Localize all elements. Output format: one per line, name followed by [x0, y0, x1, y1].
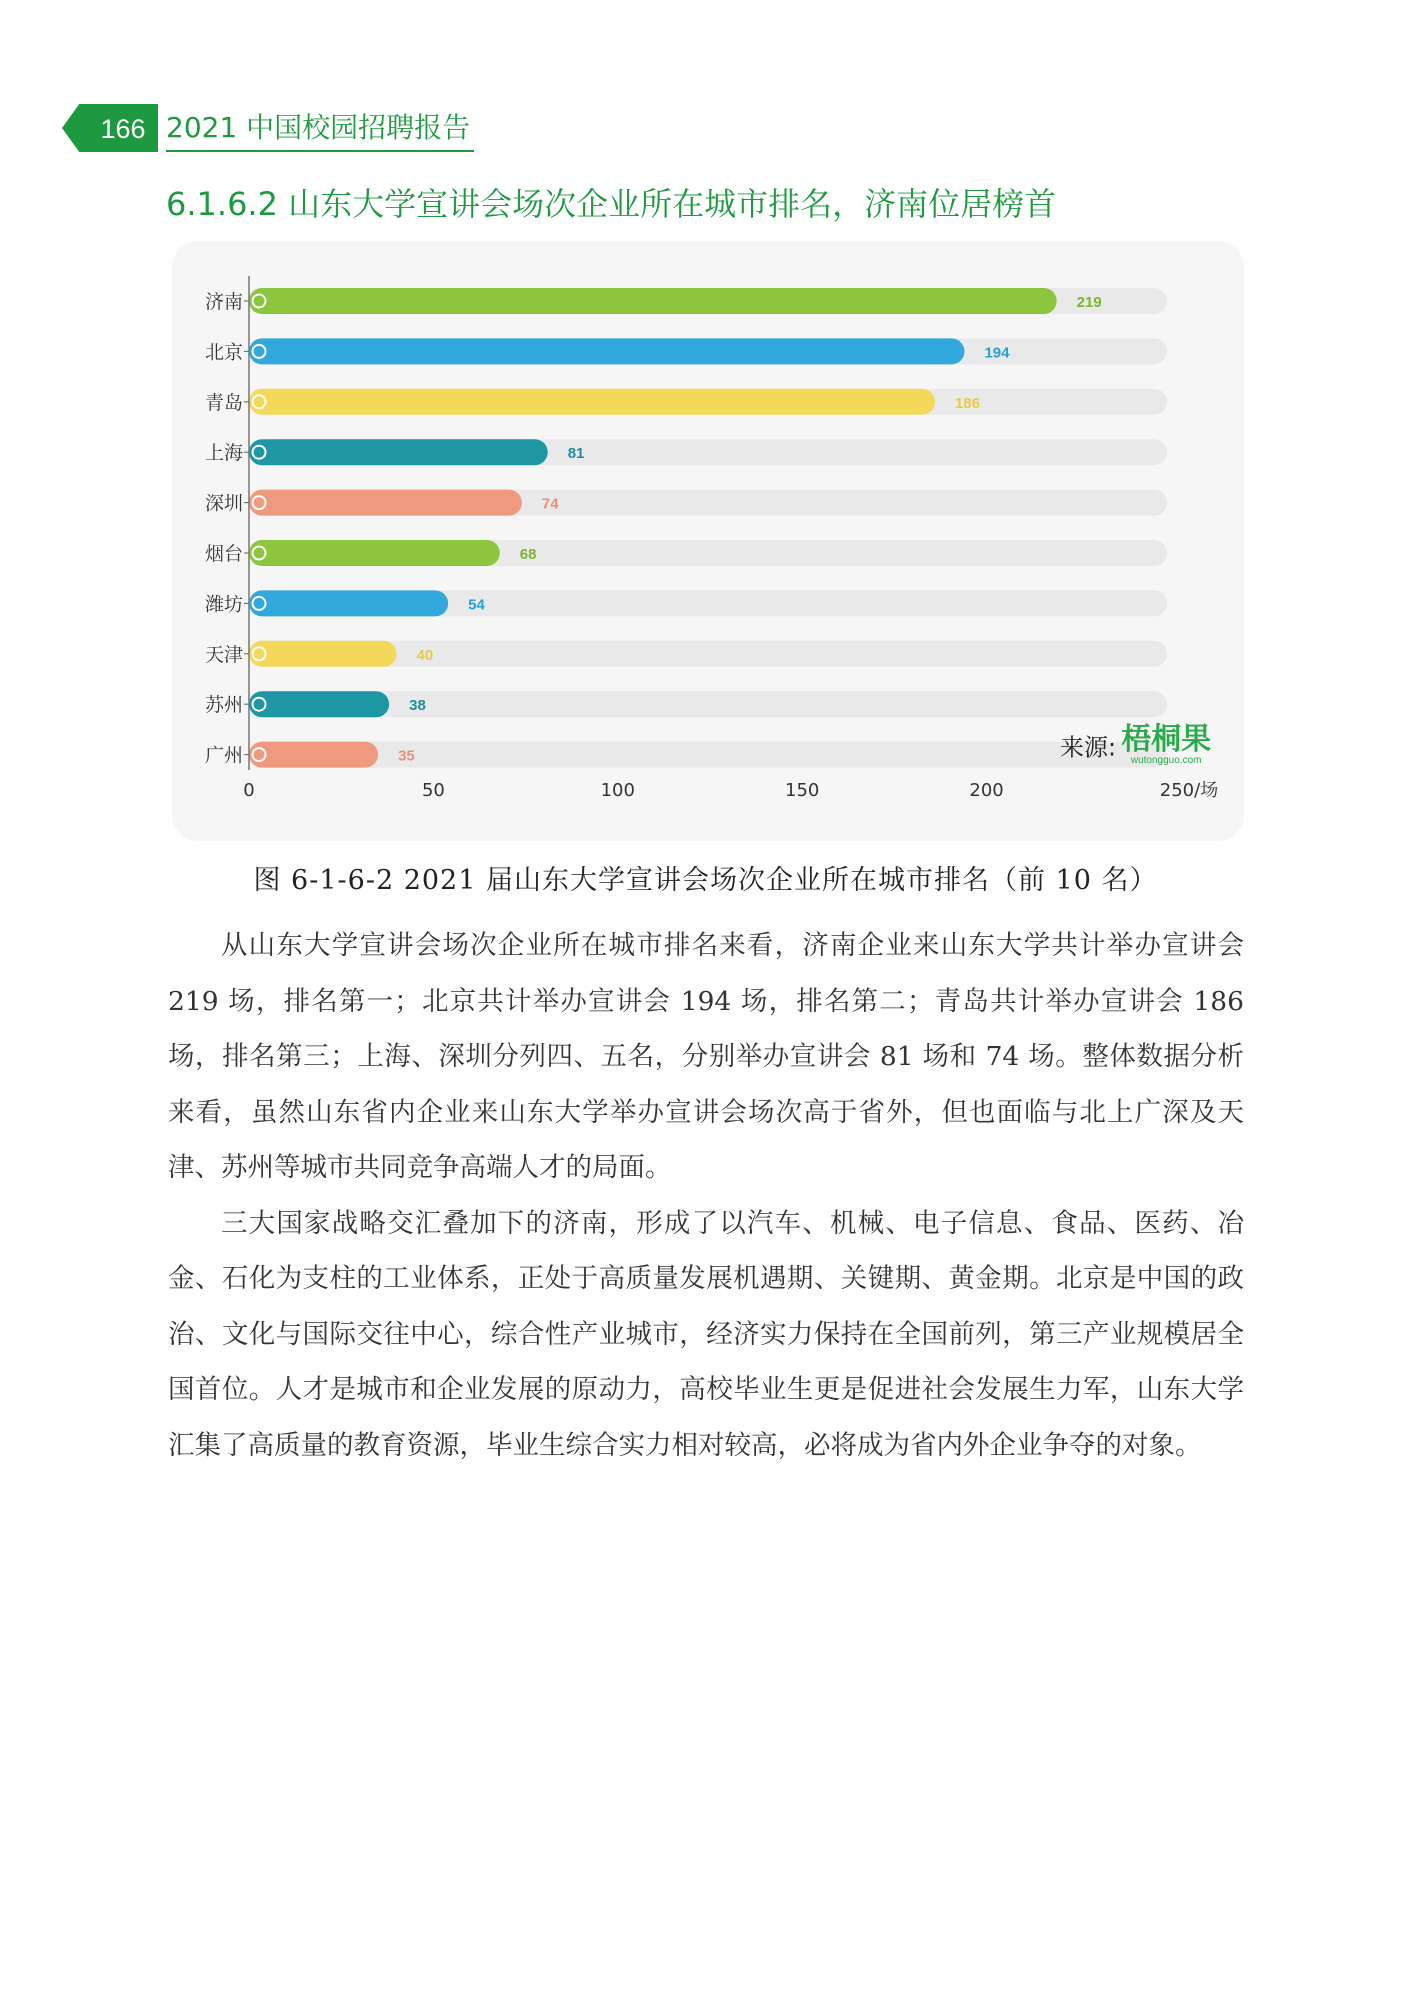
page-number: 166 [100, 114, 146, 144]
x-tick-label: 150 [785, 780, 820, 801]
bar [249, 490, 522, 516]
section-heading: 6.1.6.2 山东大学宣讲会场次企业所在城市排名，济南位居榜首 [166, 185, 1057, 223]
x-tick-label: 200 [969, 780, 1004, 801]
x-tick-label: 100 [600, 780, 635, 801]
value-label: 54 [468, 596, 485, 614]
value-label: 35 [398, 747, 415, 765]
bar [249, 338, 964, 364]
category-label: 深圳 [204, 492, 243, 515]
paragraph-1: 从山东大学宣讲会场次企业所在城市排名来看，济南企业来山东大学共计举办宣讲会 219 场，排名第一；北京共计举办宣讲会 194 场，排名第二；青岛共计举办宣讲会 186 场，排名第三；上海、深圳分列四、五名，分别举办宣讲会 81 场和 74 场。整体数据分析来看，虽然山东省内企业来山东大学举办宣讲会场次高于省外，但也面临与北上广深及天津、苏州等城市共同竞争高端人才的局面。 [168, 930, 1244, 1183]
brand-logo [1121, 724, 1211, 766]
category-label: 北京 [204, 341, 243, 364]
brand-url: wutongguo.com [1130, 755, 1202, 766]
report-title: 2021 中国校园招聘报告 [166, 111, 471, 144]
value-label: 186 [954, 394, 980, 412]
bar [249, 742, 378, 768]
category-label: 烟台 [204, 543, 243, 565]
value-label: 194 [984, 344, 1010, 362]
paragraph-2: 三大国家战略交汇叠加下的济南，形成了以汽车、机械、电子信息、食品、医药、冶金、石化为支柱的工业体系，正处于高质量发展机遇期、关键期、黄金期。北京是中国的政治、文化与国际交往中心，综合性产业城市，经济实力保持在全国前列，第三产业规模居全国首位。人才是城市和企业发展的原动力，高校毕业生更是促进社会发展生力军，山东大学汇集了高质量的教育资源，毕业生综合实力相对较高，必将成为省内外企业争夺的对象。 [168, 1207, 1244, 1461]
bar [249, 288, 1057, 314]
category-label: 潍坊 [204, 593, 243, 616]
x-tick-label: 50 [421, 780, 445, 801]
brand-name: 梧桐果 [1121, 722, 1212, 757]
bar [249, 540, 500, 566]
value-label: 68 [519, 546, 537, 563]
source-label: 来源: [1060, 733, 1117, 762]
bar [249, 590, 448, 616]
value-label: 219 [1076, 294, 1102, 311]
category-label: 天津 [204, 643, 243, 666]
body-text [168, 918, 1244, 1473]
bar [249, 389, 935, 415]
figure-caption: 图 6-1-6-2 2021 届山东大学宣讲会场次企业所在城市排名（前 10 名） [253, 865, 1158, 896]
category-label: 苏州 [204, 694, 243, 717]
bar [249, 641, 397, 667]
category-label: 广州 [204, 744, 243, 767]
bar-track [249, 742, 1167, 768]
x-tick-label: 250/场 [1159, 780, 1219, 801]
bar [249, 439, 548, 465]
value-label: 74 [541, 495, 559, 513]
category-label: 上海 [204, 442, 243, 465]
value-label: 40 [416, 646, 434, 664]
source-credit [1060, 724, 1211, 766]
x-tick-label: 0 [243, 780, 255, 801]
bar [249, 691, 389, 717]
category-label: 青岛 [204, 391, 243, 414]
category-label: 济南 [204, 291, 243, 313]
value-label: 38 [409, 697, 426, 715]
value-label: 81 [567, 445, 585, 463]
